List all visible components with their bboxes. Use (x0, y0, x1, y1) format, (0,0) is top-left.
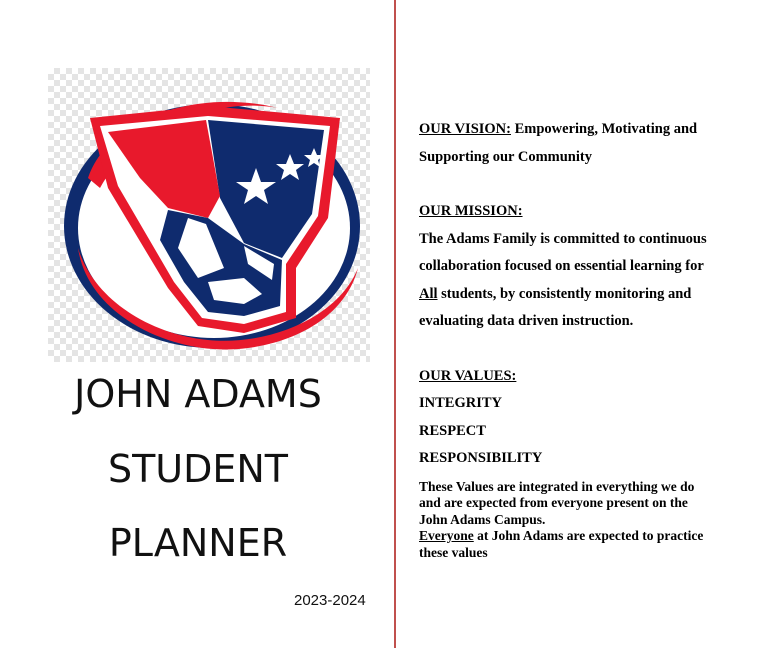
everyone-last: these values (419, 544, 488, 560)
values-note-3: John Adams Campus. (419, 511, 546, 527)
mission-line-2: collaboration focused on essential learning for (419, 258, 704, 274)
mission-label: OUR MISSION: (419, 203, 523, 219)
patriot-mascot-icon (48, 68, 370, 362)
mission-all-word: All (419, 285, 438, 302)
title-line-2: STUDENT (107, 447, 289, 491)
values-label: OUR VALUES: (419, 367, 517, 384)
vision-label: OUR VISION: (419, 121, 511, 137)
values-note-1: These Values are integrated in everything we do (419, 478, 695, 494)
mission-line-4: evaluating data driven instruction. (419, 313, 634, 329)
everyone-rest: at John Adams are expected to practice (473, 528, 704, 543)
values-note-2: and are expected from everyone present on the (419, 495, 688, 510)
school-year: 2023-2024 (294, 592, 366, 609)
value-responsibility: RESPONSIBILITY (419, 450, 543, 466)
title-line-1: JOHN ADAMS (74, 372, 322, 416)
title-line-3: PLANNER (108, 521, 288, 565)
mission-line-3 (419, 281, 749, 309)
vision-line-1 (419, 116, 749, 144)
everyone-line (419, 528, 749, 545)
mission-line-1: The Adams Family is committed to continuous (419, 230, 707, 247)
value-respect: RESPECT (419, 422, 486, 439)
mission-after-all: students, by consistently monitoring and (437, 285, 692, 302)
page-divider (394, 0, 396, 648)
logo-image (48, 68, 370, 362)
vision-line-2: Supporting our Community (419, 148, 592, 165)
vision-text-1: Empowering, Motivating and (510, 121, 698, 137)
value-integrity: INTEGRITY (419, 395, 502, 411)
mission-panel (419, 116, 749, 561)
everyone-word: Everyone (419, 528, 474, 543)
